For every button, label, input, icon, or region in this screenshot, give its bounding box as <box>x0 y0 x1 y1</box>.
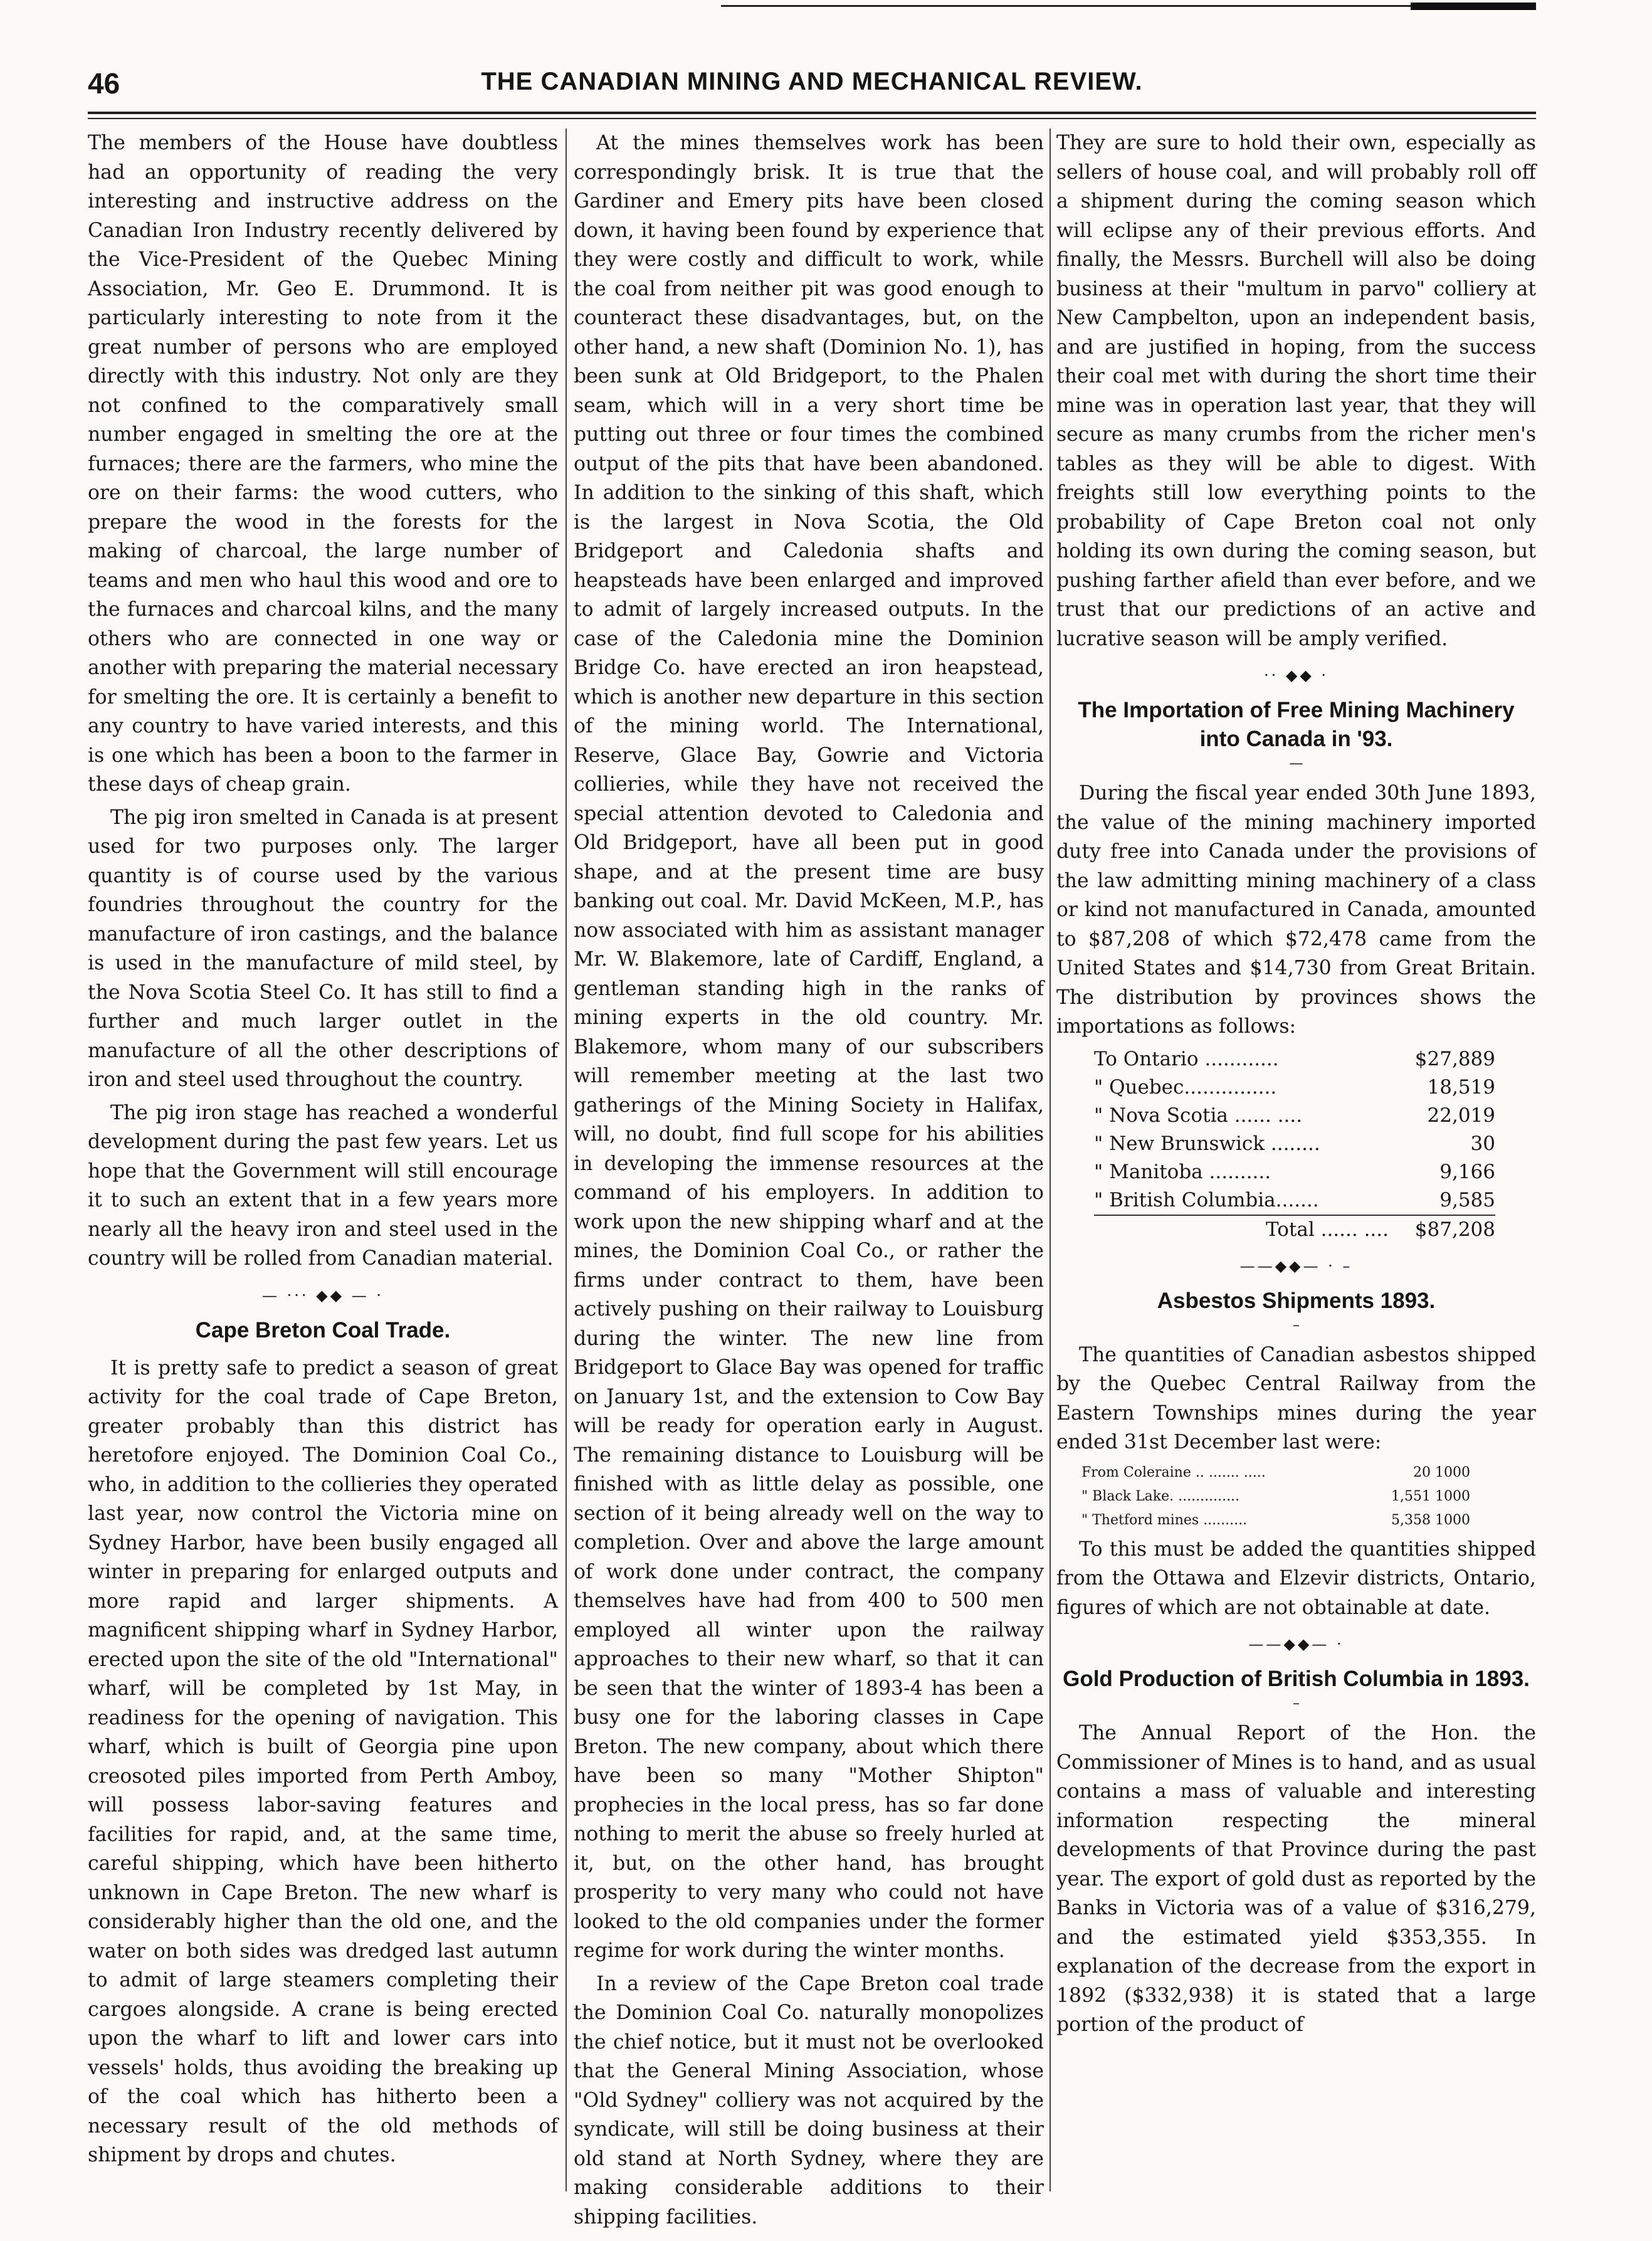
section-ornament: ——◆◆— · <box>1248 1635 1344 1653</box>
page-header <box>88 63 1536 107</box>
top-rule-thick <box>1411 3 1536 10</box>
table-row: " British Columbia....... 9,585 <box>1094 1188 1495 1211</box>
section-heading-gold-production: Gold Production of British Columbia in 1893. <box>1063 1667 1530 1691</box>
table-row: " Thetford mines .......... 5,358 1000 <box>1081 1512 1470 1528</box>
paragraph: The Annual Report of the Hon. the Commissioner of Mines is to hand, and as usual contains a mass of valuable and interesting information respecting the mineral developments of that Province during the past year. The export of gold dust as reported by the Banks in Victoria was of a value of $316,279, and the estimated yield $353,355. In explanation of the decrease from the export in 1892 ($332,938) it is stated that a large portion of the product of <box>1056 1722 1536 2036</box>
section-ornament: ——◆◆— · – <box>1239 1257 1353 1275</box>
column-1 <box>88 129 558 2174</box>
table-row: To Ontario ............ $27,889 <box>1094 1047 1495 1070</box>
paragraph: The pig iron smelted in Canada is at present used for two purposes only. The larger quantity is of course used by the various foundries throughout the country for the manufacture of iron castings, and the balance is used in the manufacture of mild steel, by the Nova Scotia Steel Co. It has still to find a further and much larger outlet in the manufacture of all the other descriptions of iron and steel used throughout the country. <box>88 806 558 1091</box>
header-rule <box>88 112 1536 114</box>
table-row: " New Brunswick ........ 30 <box>1094 1132 1495 1155</box>
page-number: 46 <box>88 67 120 100</box>
table-row: " Nova Scotia ...... .... 22,019 <box>1094 1104 1495 1127</box>
heading-dash: – <box>1293 1317 1300 1333</box>
column-divider <box>566 129 567 2191</box>
column-divider <box>1050 129 1051 2191</box>
header-rule-thin <box>88 118 1536 119</box>
distribution-table <box>1094 1045 1495 1244</box>
asbestos-table <box>1081 1461 1470 1532</box>
paragraph: At the mines themselves work has been correspondingly brisk. It is true that the Gardiner and Emery pits have been closed down, it having been found by experience that they were costly and difficult to work, while the coal from neither pit was good enough to counteract these disadvantages, but, on the other hand, a new shaft (Dominion No. 1), has been sunk at Old Bridgeport, to the Phalen seam, which will in a very short time be putting out three or four times the combined output of the pits that have been abandoned. In addition to the sinking of this shaft, which is the largest in Nova Scotia, the Old Bridgeport and Caledonia shafts and heapsteads have been enlarged and improved to admit of largely increased outputs. In the case of the Caledonia mine the Dominion Bridge Co. have erected an iron heapstead, which is another new departure in this section of the mining world. The International, Reserve, Glace Bay, Gowrie and Victoria collieries, while they have not received the special attention devoted to Caledonia and Old Bridgeport, have all been put in good shape, and at the present time are busy banking out coal. Mr. David McKeen, M.P., has now associated with him as assistant manager Mr. W. Blakemore, late of Cardiff, England, a gentleman standing high in the ranks of mining experts in the old country. Mr. Blakemore, whom many of our subscribers will remember meeting at the last two gatherings of the Mining Society in Halifax, will, no doubt, find full scope for his abilities in developing the immense resources at the command of his employers. In addition to work upon the new shipping wharf and at the mines, the Dominion Coal Co., or rather the firms under contract to them, have been actively pushing on their railway to Louisburg during the winter. The new line from Bridgeport to Glace Bay was opened for traffic on January 1st, and the extension to Cow Bay will be ready for operation early in August. The remaining distance to Louisburg will be finished with as little delay as possible, one section of it being already well on the way to completion. Over and above the large amount of work done under contract, the company themselves have had from 400 to 500 men employed all winter upon the railway approaches to their new wharf, so that it can be seen that the winter of 1893-4 has been a busy one for the laboring classes in Cape Breton. The new company, about which there have been so many "Mother Shipton" prophecies in the local press, has so far done nothing to merit the abuse so freely hurled at it, but, on the other hand, has brought prosperity to very many who could not have looked to the old companies under the former regime for work during the winter months. <box>574 132 1044 1962</box>
total-row: Total ...... .... $87,208 <box>1094 1215 1495 1244</box>
table-row: " Black Lake. .............. 1,551 1000 <box>1081 1488 1470 1504</box>
column-2 <box>574 129 1044 2235</box>
paragraph: During the fiscal year ended 30th June 1893, the value of the mining machinery imported duty free into Canada under the provisions of the law admitting mining machinery of a class or kind not manufactured in Canada, amounted to $87,208 of which $72,478 came from the United States and $14,730 from Great Britain. The distribution by provinces shows the importations as follows: <box>1056 782 1536 1038</box>
section-heading-asbestos: Asbestos Shipments 1893. <box>1157 1288 1436 1313</box>
section-ornament: — ··· ◆◆ — · <box>262 1286 384 1304</box>
table-row: " Quebec............... 18,519 <box>1094 1075 1495 1099</box>
section-heading-mining-machinery: The Importation of Free Mining Machinery into Canada in '93. <box>1078 698 1515 751</box>
paragraph: They are sure to hold their own, especially as sellers of house coal, and will probably roll off a shipment during the coming season which will eclipse any of their previous efforts. And finally, the Messrs. Burchell will also be doing business at their "multum in parvo" colliery at New Campbelton, upon an independent basis, and are justified in hoping, from the success their coal met with during the short time their mine was in operation last year, that they will secure as many crumbs from the richer men's tables as they will be able to digest. With freights still low everything points to the probability of Cape Breton coal not only holding its own during the coming season, but pushing farther afield than ever before, and we trust that our predictions of an active and lucrative season will be amply verified. <box>1056 132 1536 650</box>
heading-dash: — <box>1289 756 1303 771</box>
section-heading-cape-breton: Cape Breton Coal Trade. <box>195 1317 451 1342</box>
paragraph: The members of the House have doubtless had an opportunity of reading the very interesting and instructive address on the Canadian Iron Industry recently delivered by the Vice-President of the Quebec Mining Association, Mr. Geo E. Drummond. It is particularly interesting to note from it the great number of persons who are employed directly with this industry. Not only are they not confined to the comparatively small number engaged in smelting the ore at the furnaces; there are the farmers, who mine the ore on their farms: the wood cutters, who prepare the wood in the forests for the making of charcoal, the large number of teams and men who haul this wood and ore to the furnaces and charcoal kilns, and the many others who are connected in one way or another with preparing the material necessary for smelting the ore. It is certainly a benefit to any country to have varied interests, and this is one which has been a boon to the farmer in these days of cheap grain. <box>88 132 558 796</box>
section-ornament: ·· ◆◆ · <box>1263 667 1329 684</box>
paragraph: In a review of the Cape Breton coal trade the Dominion Coal Co. naturally monopolizes the chief notice, but it must not be overlooked that the General Mining Association, whose "Old Sydney" colliery was not acquired by the syndicate, will still be doing business at their old stand at North Sydney, where they are making considerable additions to their shipping facilities. <box>574 1972 1044 2228</box>
heading-dash: – <box>1293 1695 1300 1711</box>
column-3 <box>1056 129 1536 2043</box>
table-row: From Coleraine .. ....... ..... 20 1000 <box>1081 1464 1470 1480</box>
table-row: " Manitoba .......... 9,166 <box>1094 1160 1495 1183</box>
paragraph: The pig iron stage has reached a wonderful development during the past few years. Let us hope that the Government will still encourage it to such an extent that in a few years more nearly all the heavy iron and steel used in the country will be rolled from Canadian material. <box>88 1101 558 1270</box>
paragraph: The quantities of Canadian asbestos shipped by the Quebec Central Railway from the Eastern Townships mines during the year ended 31st December last were: <box>1056 1343 1536 1453</box>
journal-title: THE CANADIAN MINING AND MECHANICAL REVIEW. <box>481 68 1143 95</box>
paragraph: To this must be added the quantities shipped from the Ottawa and Elzevir districts, Ontario, figures of which are not obtainable at date. <box>1056 1537 1536 1619</box>
paragraph: It is pretty safe to predict a season of great activity for the coal trade of Cape Breton, greater probably than this district has heretofore enjoyed. The Dominion Coal Co., who, in addition to the collieries they operated last year, now control the Victoria mine on Sydney Harbor, have been busily engaged all winter in preparing for enlarged outputs and more rapid and larger shipments. A magnificent shipping wharf in Sydney Harbor, erected upon the site of the old "International" wharf, will be completed by 1st May, in readiness for the opening of navigation. This wharf, which is built of Georgia pine upon creosoted piles imported from Perth Amboy, will possess labor-saving features and facilities for rapid, and, at the same time, careful shipping, which have been hitherto unknown in Cape Breton. The new wharf is considerably higher than the old one, and the water on both sides was dredged last autumn to admit of large steamers completing their cargoes alongside. A crane is being erected upon the wharf to lift and lower cars into vessels' holds, thus avoiding the breaking up of the coal which has hitherto been a necessary result of the old methods of shipment by drops and chutes. <box>88 1356 558 2166</box>
